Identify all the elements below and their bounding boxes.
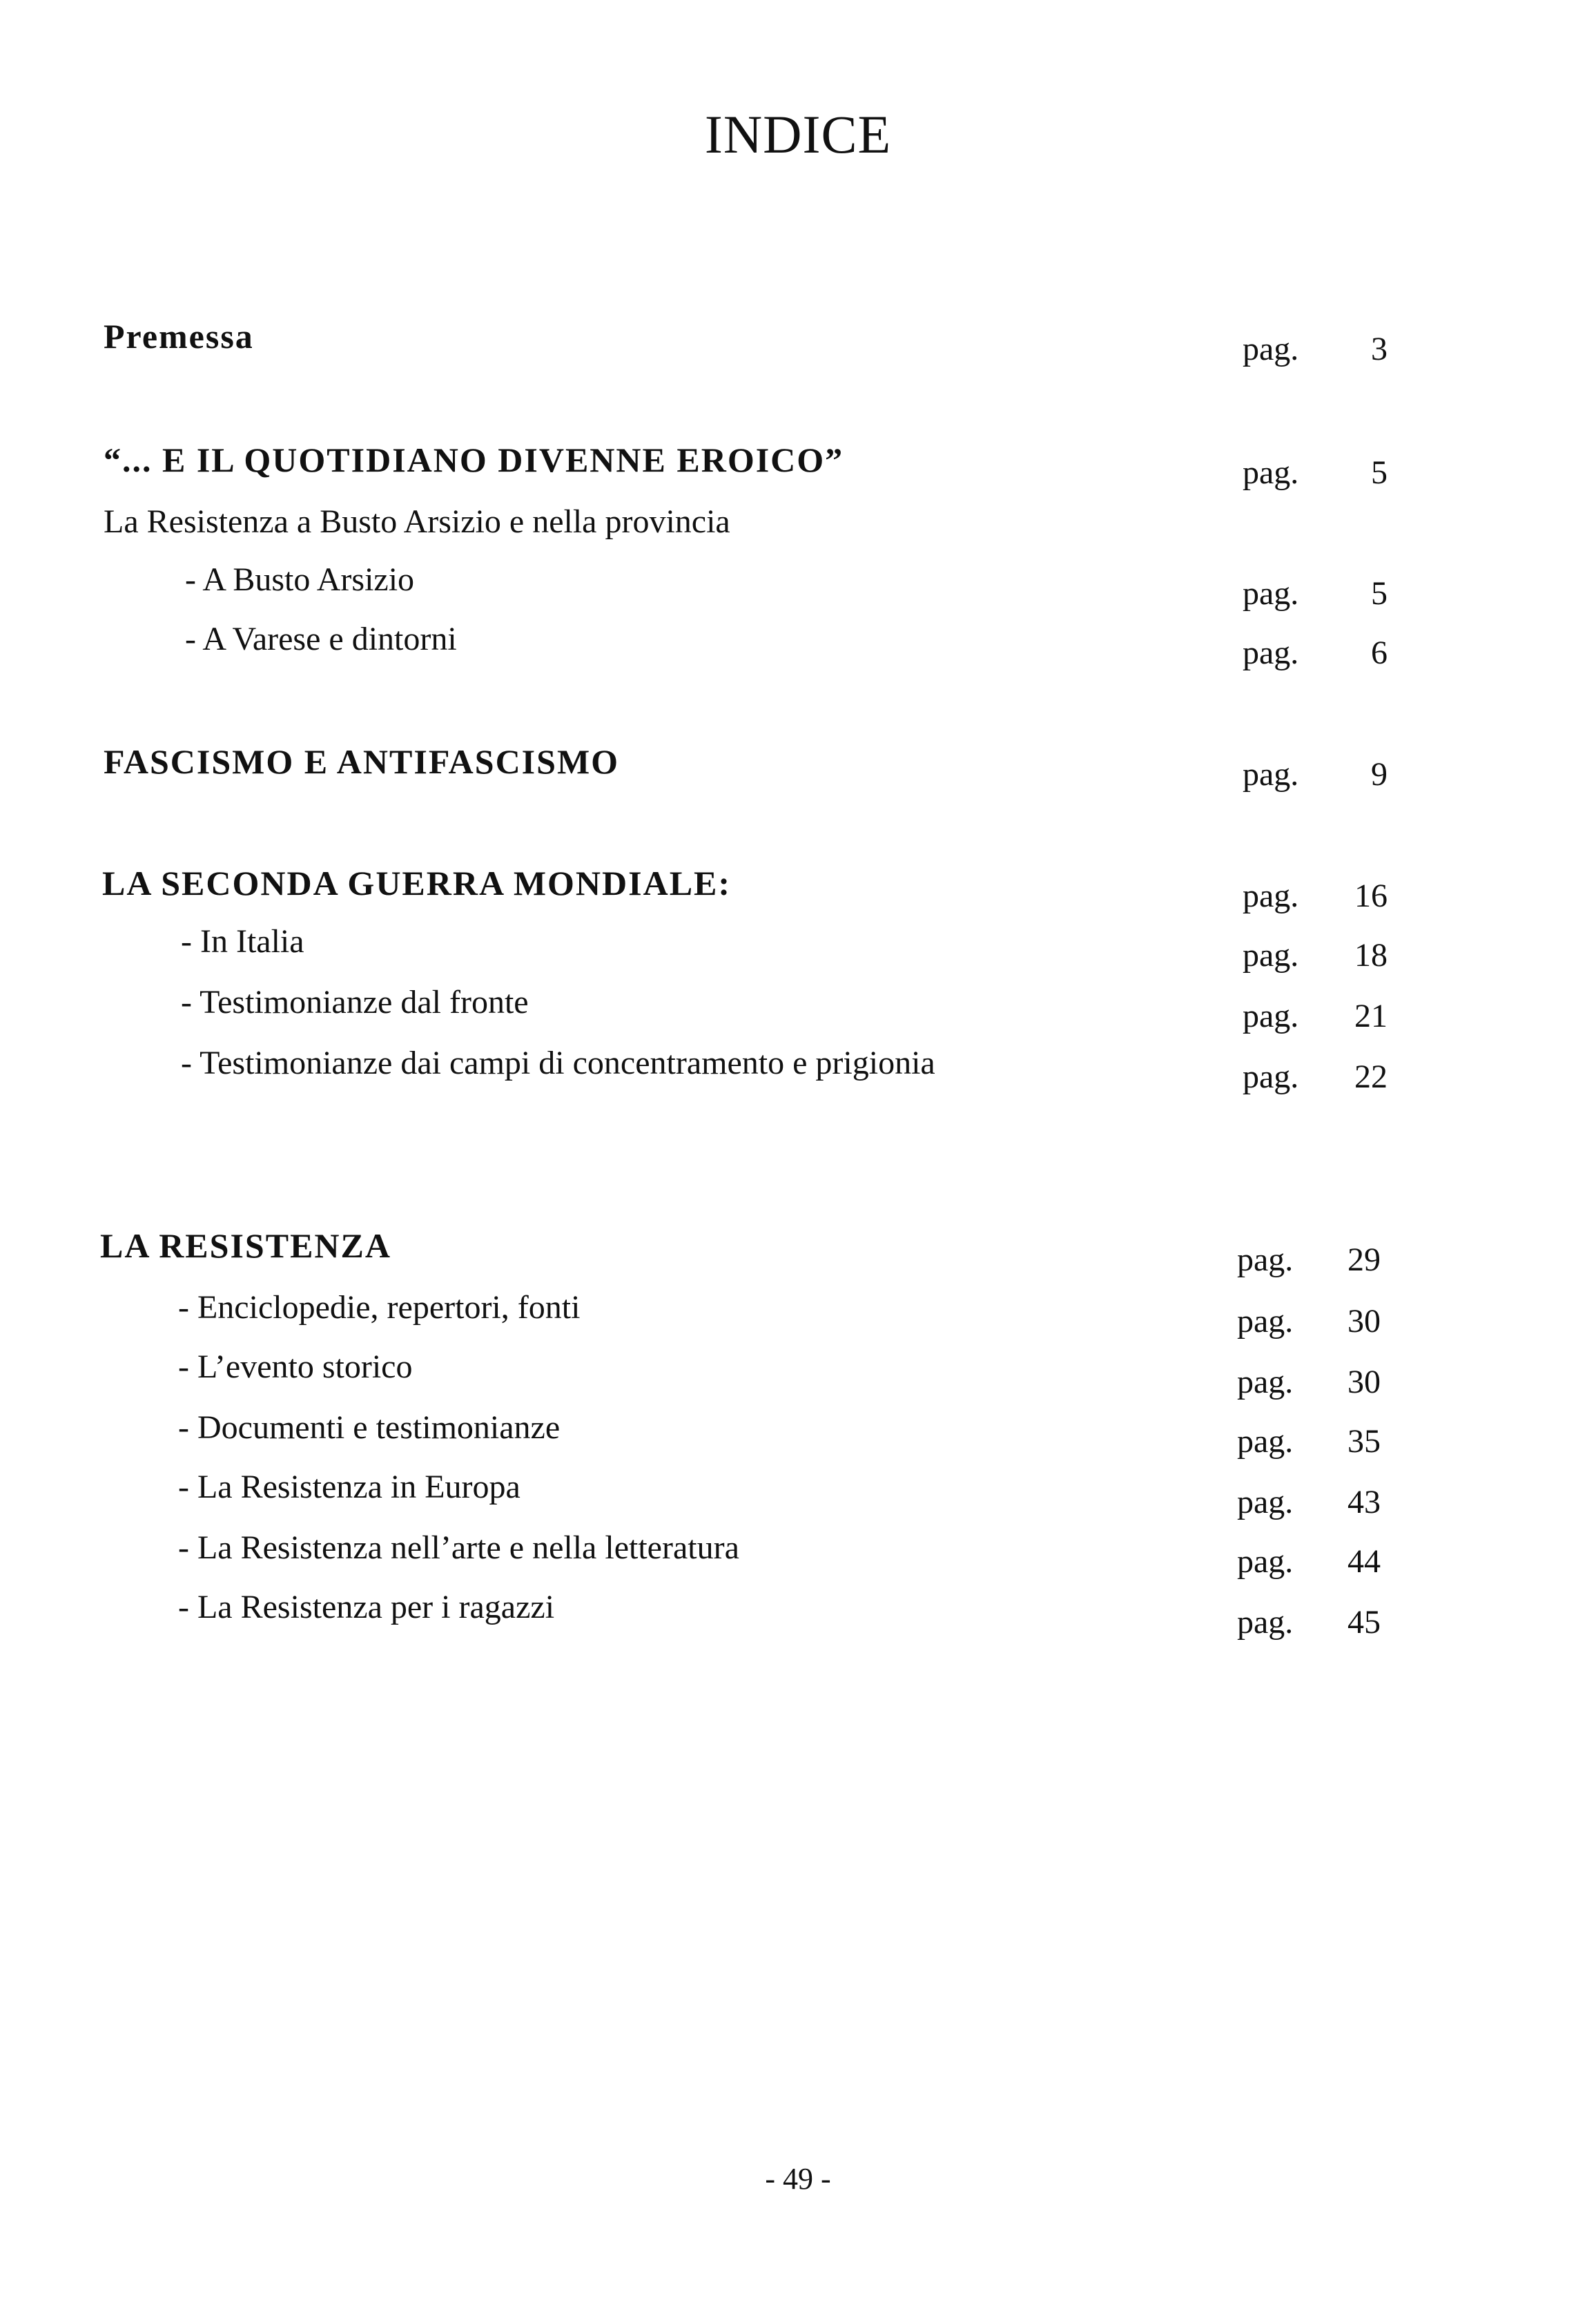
toc-entry bbox=[0, 1348, 1596, 1403]
toc-entry-pag: pag. bbox=[1237, 1364, 1294, 1400]
toc-entry-pag: pag. bbox=[1243, 1058, 1299, 1095]
toc-entry-pag: pag. bbox=[1243, 937, 1299, 974]
toc-entry bbox=[0, 1588, 1596, 1643]
toc-entry bbox=[0, 1468, 1596, 1523]
toc-entry-pag: pag. bbox=[1237, 1303, 1294, 1340]
page-title: INDICE bbox=[704, 104, 892, 164]
toc-entry bbox=[0, 983, 1596, 1038]
toc-entry bbox=[0, 1288, 1596, 1344]
toc-entry-label: - La Resistenza per i ragazzi bbox=[178, 1589, 555, 1625]
toc-entry-pag: pag. bbox=[1237, 1484, 1294, 1520]
toc-entry-page-number: 6 bbox=[1371, 635, 1388, 671]
toc-entry-label: - La Resistenza nell’arte e nella letteratura bbox=[178, 1529, 739, 1566]
toc-entry-page-number: 3 bbox=[1371, 331, 1388, 367]
toc-entry-pag: pag. bbox=[1243, 756, 1299, 793]
toc-entry-label: La Resistenza a Busto Arsizio e nella provincia bbox=[104, 503, 730, 540]
toc-entry-page-number: 45 bbox=[1347, 1604, 1381, 1641]
toc-entry bbox=[0, 316, 1596, 371]
toc-entry-pag: pag. bbox=[1243, 454, 1299, 491]
toc-entry-page-number: 9 bbox=[1371, 756, 1388, 793]
toc-entry-label: - A Varese e dintorni bbox=[185, 621, 457, 657]
toc-entry-label: “... E IL QUOTIDIANO DIVENNE EROICO” bbox=[104, 441, 844, 479]
toc-entry-pag: pag. bbox=[1243, 878, 1299, 914]
toc-entry-label: - Documenti e testimonianze bbox=[178, 1409, 561, 1446]
toc-entry-pag: pag. bbox=[1237, 1423, 1294, 1460]
toc-entry bbox=[0, 1044, 1596, 1099]
toc-entry bbox=[0, 561, 1596, 616]
toc-entry-label: - La Resistenza in Europa bbox=[178, 1469, 520, 1505]
toc-entry-page-number: 35 bbox=[1347, 1423, 1381, 1460]
toc-entry-pag: pag. bbox=[1237, 1543, 1294, 1580]
toc-entry-page-number: 30 bbox=[1347, 1303, 1381, 1340]
toc-entry-page-number: 22 bbox=[1354, 1058, 1388, 1095]
toc-entry-label: - Enciclopedie, repertori, fonti bbox=[178, 1289, 581, 1326]
toc-entry-page-number: 21 bbox=[1354, 998, 1388, 1034]
toc-entry bbox=[0, 1409, 1596, 1464]
toc-entry-page-number: 5 bbox=[1371, 575, 1388, 612]
toc-entry-pag: pag. bbox=[1243, 331, 1299, 367]
toc-entry bbox=[0, 503, 1596, 558]
toc-entry-label: - Testimonianze dai campi di concentramento e prigionia bbox=[181, 1045, 935, 1081]
toc-entry bbox=[0, 440, 1596, 495]
toc-entry-pag: pag. bbox=[1243, 998, 1299, 1034]
toc-entry bbox=[0, 922, 1596, 978]
toc-entry-label: FASCISMO E ANTIFASCISMO bbox=[104, 742, 620, 781]
toc-entry-pag: pag. bbox=[1237, 1604, 1294, 1641]
toc-entry-page-number: 5 bbox=[1371, 454, 1388, 491]
toc-entry-label: LA SECONDA GUERRA MONDIALE: bbox=[102, 864, 732, 902]
toc-entry-page-number: 16 bbox=[1354, 878, 1388, 914]
footer-page-number: - 49 - bbox=[765, 2162, 831, 2196]
toc-entry-label: - In Italia bbox=[181, 923, 304, 960]
toc-entry bbox=[0, 742, 1596, 797]
toc-entry-pag: pag. bbox=[1237, 1241, 1294, 1278]
toc-entry-page-number: 43 bbox=[1347, 1484, 1381, 1520]
toc-entry-label: LA RESISTENZA bbox=[100, 1226, 391, 1265]
toc-entry-page-number: 18 bbox=[1354, 937, 1388, 974]
toc-entry-page-number: 30 bbox=[1347, 1364, 1381, 1400]
toc-entry-pag: pag. bbox=[1243, 635, 1299, 671]
toc-entry bbox=[0, 1529, 1596, 1584]
toc-entry-label: - A Busto Arsizio bbox=[185, 561, 415, 598]
toc-entry-label: - L’evento storico bbox=[178, 1348, 413, 1385]
toc-entry bbox=[0, 863, 1596, 918]
toc-entry bbox=[0, 1226, 1596, 1281]
toc-entry bbox=[0, 620, 1596, 675]
toc-entry-label: Premessa bbox=[104, 317, 254, 356]
toc-entry-pag: pag. bbox=[1243, 575, 1299, 612]
toc-entry-page-number: 44 bbox=[1347, 1543, 1381, 1580]
toc-entry-label: - Testimonianze dal fronte bbox=[181, 984, 529, 1021]
toc-entry-page-number: 29 bbox=[1347, 1241, 1381, 1278]
